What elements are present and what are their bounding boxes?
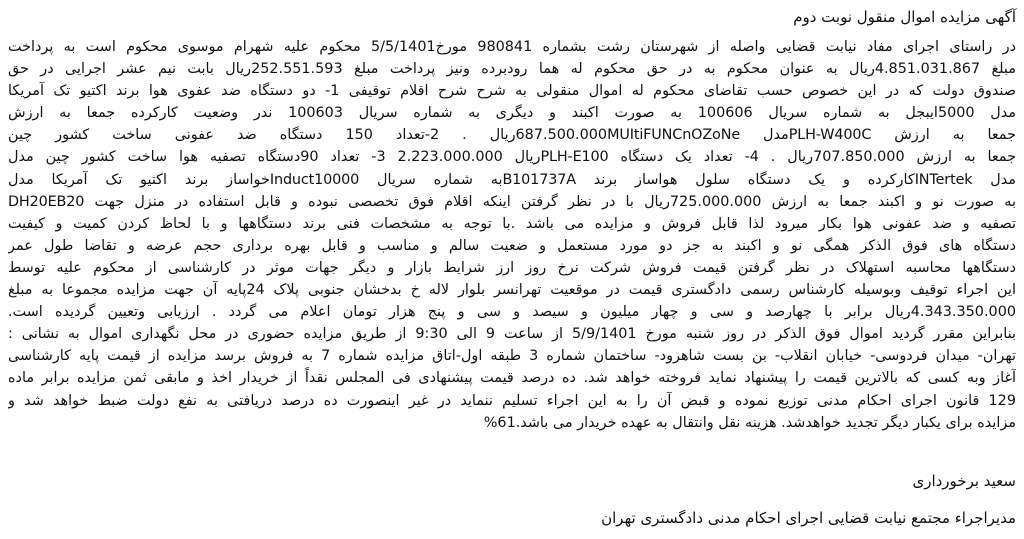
body-line: مزایده برای یکبار دیگر تجدید خواهدشد. هزینه نقل وانتقال به عهده خریدار می باشد.61% [483, 414, 1016, 431]
body-line: 4.343.350.000ریال برابر با چهارصد و سی و چهار میلیون و سیصد و سی و پنج هزار تومان اعلام می گردد . ارزیابی وتعیین گردیده است. [8, 304, 1016, 321]
body-line: آغاز وبه کسی که بالاترین قیمت را پیشنهاد نماید فروخته خواهد شد. ده درصد قیمت پیشنهادی فی المجلس نقداً از خریدار اخذ و مابقی ثمن مزایده برابر ماده [8, 370, 1016, 387]
notice-body [8, 36, 1016, 434]
body-line: به صورت نو و اکبند جمعا به ارزش 725.000.000ریال با در نظر گرفتن اینکه اقلام فوق تخصصی نبوده و قابل استفاده در منزل جهت DH20EB20 [8, 193, 1016, 210]
body-line: جمعا به ارزش PLH-W400Cمدل 687.500.000MUItiFUNCnOZoNeریال . 2-تعداد 150 دستگاه ضد عفونی ساخت کشور چین [8, 127, 1016, 144]
body-line: دستگاهها محاسبه استهلاک در نظر گرفتن قیمت فروش شرکت نرخ روز ارز شرایط بازار و دیگر جهات موثر در کارشناسی از محکوم علیه توسط [8, 259, 1016, 276]
body-line: جمعا به ارزش 707.850.000ریال . 4- تعداد یک دستگاه PLH-E100ریال 2.223.000.000 3- تعداد 90دستگاه تصفیه هوا ساخت کشور چین مدل [8, 149, 1016, 166]
body-line: تصفیه و ضد عفونی هوا بکار میرود لذا قابل فروش و مزایده می باشد .با توجه به مشخصات فنی برند دستگاهها و با لحاظ کردن کمیت و کیفیت [8, 215, 1016, 232]
body-line: 129 قانون اجرای احکام مدنی توزیع نموده و قبض آن را به این اجراء تسلیم ننماید در غیر اینصورت ده درصد دریافتی به نفع دولت ضبط خواهد شد و [8, 392, 1016, 409]
body-line: در راستای اجرای مفاد نیابت قضایی واصله از شهرستان رشت بشماره 980841 مورخ5/5/1401 محکوم علیه شهرام موسوی محکوم است به پرداخت [8, 39, 1016, 55]
notice-title: آگهی مزایده اموال منقول نوبت دوم [793, 8, 1016, 26]
body-line: بنابراین مقرر گردید اموال فوق الذکر در روز شنبه مورخ 5/9/1401 از ساعت 9 الی 9:30 از طریق مزایده حضوری در محل نگهداری اموال به نشانی : [8, 326, 1016, 343]
body-line: این اجراء توقیف وبوسیله کارشناس رسمی دادگستری قیمت در موقعیت تهرانسر بلوار لاله خ بدخشان جنوبی پلاک 24پایه آن جهت مزایده مجموعا به مبلغ [8, 282, 1016, 299]
body-line: مدل 5000ایبجل به شماره سریال 100606 به صورت اکبند و دیگری به شماره سریال 100603 ندر وضعیت کارکرده جمعا به ارزش [8, 105, 1016, 122]
body-line: صندوق دولت که در این خصوص حسب تقاضای محکوم له اموال منقولی به شرح شرح اقلام توقیفی 1- دو دستگاه ضد عفوی هوا برند اکتیو تک آمریکا [8, 83, 1016, 100]
body-line: دستگاه های فوق الذکر همگی نو و اکبند به جز دو مورد مستعمل و ضعیت سالم و مناسب و قابل بهره برداری حجم عرضه و تقاضا طول عمر [8, 237, 1016, 254]
body-line: مدل INTertekکارکرده و یک دستگاه سلول هواساز برند B101737Aبه شماره سریال Induct10000خواساز برند اکتیو تک آمریکا مدل [8, 171, 1016, 188]
body-line: مبلغ 4.851.031.867ریال به عنوان محکوم به در حق محکوم له هما رودبرده ونیز پرداخت مبلغ 252.551.593ریال بابت نیم عشر اجرایی در حق [8, 61, 1016, 78]
signatory-position: مدیراجراء مجتمع نیابت قضایی اجرای احکام مدنی دادگستری تهران [601, 509, 1016, 527]
body-line: تهران- میدان فردوسی- خیابان انقلاب- بن بست شاهرود- ساختمان شماره 3 طبقه اول-اتاق مزایده شماره 7 به فروش برسد مزایده از قیمت پایه کارشناسی [8, 348, 1016, 365]
signatory-name: سعید برخورداری [912, 472, 1016, 490]
